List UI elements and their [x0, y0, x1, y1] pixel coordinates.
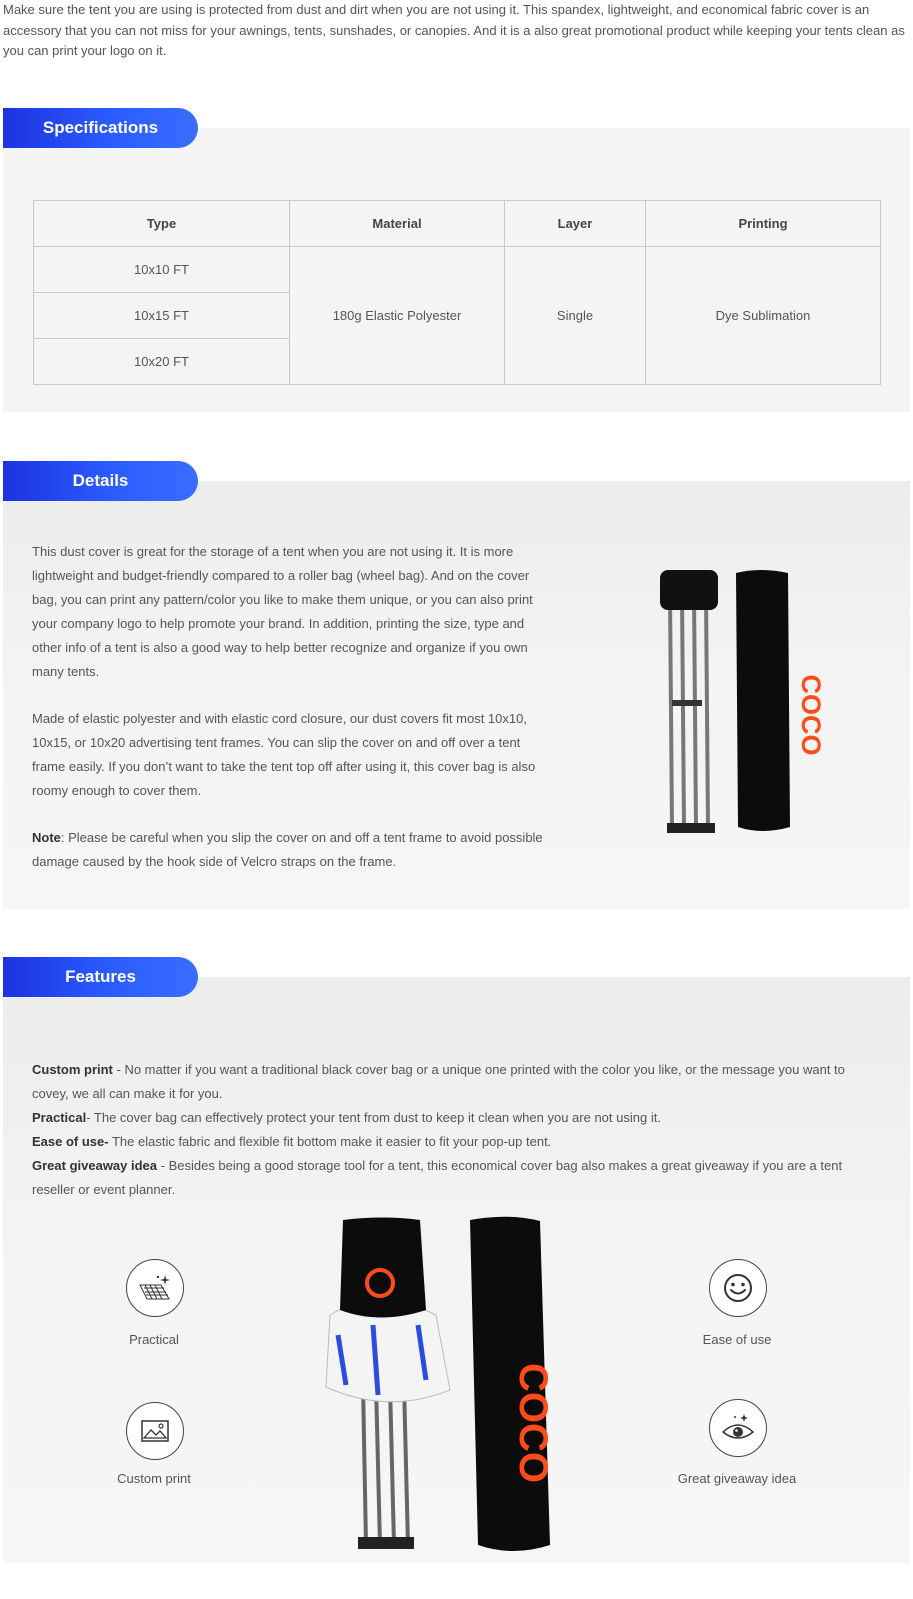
feature-label: Practical [32, 1110, 87, 1125]
features-text [32, 1058, 877, 1202]
grid-sparkle-icon [126, 1259, 184, 1317]
type-cell: 10x10 FT [34, 247, 290, 293]
layer-cell: Single [505, 247, 646, 385]
feature-description: - Besides being a good storage tool for a tent, this economical cover bag also makes a great giveaway if you are a tent reseller or event planner. [32, 1158, 843, 1197]
material-cell: 180g Elastic Polyester [290, 247, 505, 385]
col-header-type: Type [34, 201, 290, 247]
specifications-tab: Specifications [3, 108, 198, 148]
feature-item [32, 1154, 877, 1202]
specifications-table [33, 200, 881, 385]
features-product-image [318, 1215, 558, 1555]
icon-label-custom-print: Custom print [117, 1471, 191, 1486]
icon-label-practical: Practical [129, 1332, 179, 1347]
bag-logo: COCO [511, 1363, 555, 1483]
feature-description: - The cover bag can effectively protect your tent from dust to keep it clean when you are not using it. [86, 1110, 661, 1125]
feature-label: Custom print [32, 1062, 113, 1077]
feature-label: Great giveaway idea [32, 1158, 158, 1173]
feature-description: The elastic fabric and flexible fit bottom make it easier to fit your pop-up tent. [108, 1134, 552, 1149]
details-paragraph: Made of elastic polyester and with elastic cord closure, our dust covers fit most 10x10, 10x15, or 10x20 advertising tent frames. You can slip the cover on and off over a tent frame easily. If you don’t want to take the tent top off after using it, this cover bag is also roomy enough to cover them. [32, 711, 536, 798]
details-paragraph: This dust cover is great for the storage of a tent when you are not using it. It is more lightweight and budget-friendly compared to a roller bag (wheel bag). And on the cover bag, you can print any pattern/color you like to make them unique, or you can also print your company logo to help promote your brand. In addition, printing the size, type and other info of a tent is also a good way to help better recognize and organize if you own many tents. [32, 544, 533, 679]
eye-sparkle-icon [709, 1399, 767, 1457]
note-label: Note [32, 830, 61, 845]
feature-description: - No matter if you want a traditional black cover bag or a unique one printed with the color you like, or the message you want to covey, we all can make it for you. [32, 1062, 845, 1101]
image-icon [126, 1402, 184, 1460]
type-cell: 10x20 FT [34, 339, 290, 385]
icon-label-giveaway: Great giveaway idea [677, 1471, 797, 1486]
details-note [32, 826, 552, 874]
bag-logo: COCO [796, 674, 826, 756]
tent-frame [670, 595, 708, 827]
col-header-layer: Layer [505, 201, 646, 247]
note-text: : Please be careful when you slip the cover on and off a tent frame to avoid possible damage caused by the hook side of Velcro straps on the frame. [32, 830, 543, 869]
features-tab: Features [3, 957, 198, 997]
intro-paragraph: Make sure the tent you are using is protected from dust and dirt when you are not using it. This spandex, lightweight, and economical fabric cover is an accessory that you can not miss for your awnings, tents, sunshades, or canopies. And it is a also great promotional product while keeping your tents clean as you can print your logo on it. [3, 2, 905, 58]
printing-cell: Dye Sublimation [646, 247, 881, 385]
details-text [32, 540, 552, 897]
details-product-image [650, 565, 826, 840]
col-header-material: Material [290, 201, 505, 247]
type-cell: 10x15 FT [34, 293, 290, 339]
icon-label-ease-of-use: Ease of use [702, 1332, 772, 1347]
feature-item [32, 1130, 877, 1154]
feature-item [32, 1058, 877, 1106]
frame-top-cover [660, 570, 718, 610]
cover-bag [736, 570, 790, 831]
col-header-printing: Printing [646, 201, 881, 247]
details-tab: Details [3, 461, 198, 501]
feature-item [32, 1106, 877, 1130]
feature-label: Ease of use- [32, 1134, 109, 1149]
black-top-cover [340, 1218, 426, 1318]
smiley-icon [709, 1259, 767, 1317]
